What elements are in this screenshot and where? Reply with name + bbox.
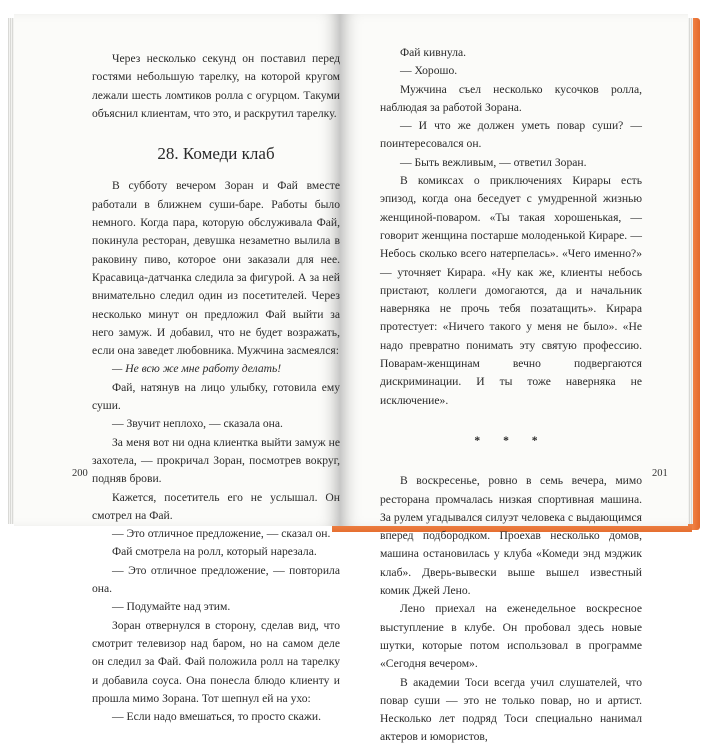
chapter-title: 28. Комеди клаб xyxy=(157,144,275,164)
paragraph: В академии Тоси всегда учил слушателей, что повар суши — это не только повар, но и артист. Несколько лет подряд Тоси специально нанимал актеров и юмористов, xyxy=(380,675,642,744)
paragraph: Через несколько секунд он поставил перед гостями небольшую тарелку, на которой кругом лежали шесть ломтиков ролла с огурцом. Такуми объяснил клиентам, что это, и раскрутил тарелку. xyxy=(92,52,340,120)
paragraph: — Если надо вмешаться, то просто скажи. xyxy=(112,710,322,724)
paragraph: Фай кивнула. xyxy=(400,46,467,59)
paragraph: Мужчина съел несколько кусочков ролла, наблюдая за работой Зорана. xyxy=(380,82,642,114)
right-page-text xyxy=(380,44,642,747)
paragraph: — Звучит неплохо, — сказала она. xyxy=(112,417,283,431)
paragraph: — Подумайте над этим. xyxy=(112,600,231,614)
paragraph: Лено приехал на еженедельное воскресное выступление в клубе. Он пробовал здесь новые шутки, которые потом использовал в программе «Сегодня вечером». xyxy=(380,602,642,671)
paragraph: Фай, натянув на лицо улыбку, готовила ему суши. xyxy=(92,380,340,413)
paragraph: — Не всю же мне работу делать! xyxy=(112,362,282,376)
paragraph: — Это отличное предложение, — сказал он. xyxy=(112,527,331,541)
right-page xyxy=(340,14,688,744)
paragraph: — Хорошо. xyxy=(400,64,458,78)
left-page xyxy=(14,14,340,724)
paragraph: — И что же должен уметь повар суши? — поинтересовался он. xyxy=(380,119,642,151)
paragraph: За меня вот ни одна клиентка выйти замуж не захотела, — прокричал Зоран, посмотрев вокруг, подняв брови. xyxy=(92,435,340,486)
paragraph: Зоран отвернулся в сторону, сделав вид, что смотрит телевизор над баром, но на самом деле он следил за Фай. Фай положила ролл на тарелку и добавила соуса. Она понесла блюдо клиенту и прошла мимо Зорана. Тот шепнул ей на ухо: xyxy=(92,618,340,705)
paragraph: — Это отличное предложение, — повторила она. xyxy=(92,563,340,596)
paragraph: Кажется, посетитель его не услышал. Он смотрел на Фай. xyxy=(92,490,340,522)
paragraph: В комиксах о приключениях Кирары есть эпизод, когда она беседует с умудренной жизнью женщиной-поваром. «Ты такая хорошенькая, — говорит женщина постарше молоденькой Кираре. — Небось сколько всего натерпелась». «Чего именно?» — уточняет Кирара. «Ну как же, клиенты небось пристают, коллеги домогаются, да и начальник наверняка не прочь тебя позатащить». Кирара протестует: «Ничего такого у меня не было». «Не надо превратно понимать эту святую профессию. Поварам-женщинам вечно подвергаются дискриминации. И ты тоже наверняка не исключение». xyxy=(380,174,642,407)
page-number-right: 201 xyxy=(652,468,668,479)
left-page-text xyxy=(92,50,340,726)
paragraph: В воскресенье, ровно в семь вечера, мимо ресторана промчалась низкая спортивная машина. За рулем угадывался силуэт человека с выдающимся вперед подбородком. Проехав несколько домов, машина остановилась у клуба «Комеди энд мэджик клаб». Дверь-вывески выше вышел известный комик Джей Лено. xyxy=(380,474,642,598)
paragraph: — Быть вежливым, — ответил Зоран. xyxy=(400,155,587,169)
paragraph: Фай смотрела на ролл, который нарезала. xyxy=(112,545,317,559)
paragraph: В субботу вечером Зоран и Фай вместе работали в ближнем суши-баре. Работы было немного. Когда пара, которую обслуживала Фай, покинула ресторан, девушка незаметно вылила в раковину пиво, которое они заказали для нее. Красавица-датчанка следила за фигурой. А за ней внимательно следил один из посетителей. Через несколько минут он предложил Фай выйти за него замуж. И добавил, что не будет возражать, если она заведет любовника. Мужчина засмеялся: xyxy=(92,179,340,358)
page-number-left: 200 xyxy=(72,468,88,479)
section-separator: * * * xyxy=(474,433,548,447)
